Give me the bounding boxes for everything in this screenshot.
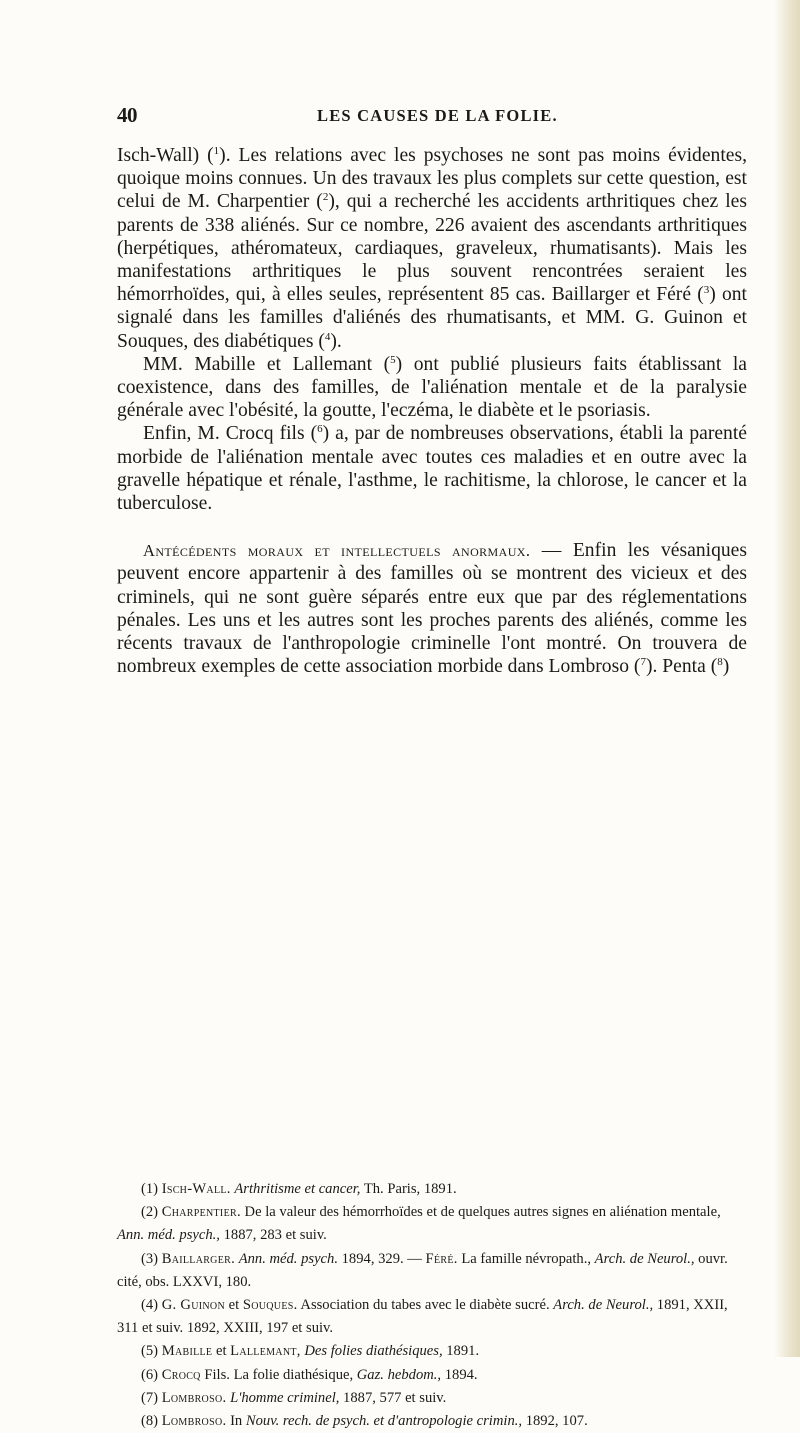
- footnote-text: 1894, 329. —: [337, 1250, 426, 1267]
- footnote-title: Des folies diathésiques,: [304, 1343, 443, 1360]
- footnote-2: [117, 1201, 747, 1247]
- footnote-title: Ann. méd. psych.: [238, 1250, 338, 1267]
- running-title: LES CAUSES DE LA FOLIE.: [317, 106, 558, 125]
- footnote-author: Lombroso.: [161, 1413, 227, 1430]
- footnote-number: (2): [141, 1204, 159, 1221]
- footnote-number: (1): [141, 1181, 159, 1197]
- footnote-author: Souques.: [242, 1297, 298, 1314]
- footnote-6: [117, 1364, 747, 1387]
- paragraph-antecedents: [117, 539, 747, 678]
- footnotes: [117, 1178, 747, 1433]
- footnote-ref[interactable]: 7: [640, 656, 646, 669]
- paragraph-crocq: [117, 422, 747, 515]
- footnote-text: 1891, XXII, 311 et suiv. 1892, XXIII, 197 et suiv.: [117, 1297, 728, 1337]
- text-run: ). Les relations avec les psychoses ne sont pas moins évidentes, quoique moins connues. Un des travaux les plus complets sur cette question, est celui de M. Charpentier (: [117, 145, 747, 213]
- footnote-5: [117, 1340, 747, 1363]
- text-run: ) ont publié plusieurs faits établissant la coexistence, dans des familles, de l'aliénation mentale et de la paralysie générale avec l'obésité, la goutte, l'eczéma, le diabète et le psoriasis.: [117, 353, 748, 422]
- footnote-7: [117, 1387, 747, 1410]
- page-number: 40: [117, 103, 137, 127]
- footnote-number: (6): [141, 1366, 159, 1383]
- footnote-ref[interactable]: 1: [213, 145, 220, 157]
- footnote-text: In: [226, 1413, 246, 1430]
- footnote-number: (3): [141, 1250, 159, 1267]
- footnote-ref[interactable]: 6: [317, 423, 323, 436]
- footnote-title: Arch. de Neurol.,: [594, 1250, 695, 1267]
- footnote-author: Lallemant,: [230, 1343, 301, 1360]
- page-edge-shadow: [774, 0, 800, 1357]
- text-run: MM. Mabille et Lallemant (: [143, 353, 391, 375]
- text-run: ) a, par de nombreuses observations, établi la parenté morbide de l'aliénation mentale avec toutes ces maladies et en outre avec la gravelle hépatique et rénale, l'asthme, le rachitisme, la chlorose, le cancer et la tuberculose.: [117, 423, 747, 515]
- footnote-title: Nouv. rech. de psych. et d'antropologie crimin.,: [245, 1413, 523, 1430]
- footnote-ref[interactable]: 4: [324, 330, 331, 343]
- body-text: [117, 144, 747, 678]
- footnote-text: ouvr. cité, obs. LXXVI, 180.: [117, 1250, 728, 1290]
- footnote-ref[interactable]: 3: [703, 284, 710, 297]
- footnote-title: Ann. méd. psych.,: [117, 1227, 220, 1244]
- text-run: — Enfin les vésaniques peuvent encore appartenir à des familles où se montrent des vicieux et des criminels, qui ne sont guère séparés entre eux que par des réglementations pénales. Les uns et les autres sont les proches parents des aliénés, comme les récents travaux de l'anthropologie criminelle l'ont montré. On trouvera de nombreux exemples de cette association morbide dans Lombroso (: [117, 540, 747, 678]
- text-run: ), qui a recherché les accidents arthritiques chez les parents de 338 aliénés. Sur ce nombre, 226 avaient des ascendants arthritiques (herpétiques, athéromateux, cardiaques, graveleux, rhumatisants). Mais les manifestations arthritiques le plus souvent rencontrées seraient les hémorrhoïdes, qui, à elles seules, représentent 85 cas. Baillarger et Féré (: [117, 191, 747, 306]
- footnote-text: 1891.: [442, 1343, 480, 1360]
- text-run: ): [722, 656, 730, 678]
- footnote-3: [117, 1248, 747, 1294]
- footnote-title: Gaz. hebdom.,: [356, 1366, 442, 1383]
- paragraph-arthritism: [117, 144, 747, 353]
- footnote-author: Mabille: [161, 1343, 213, 1360]
- footnote-4: [117, 1294, 747, 1340]
- footnote-ref[interactable]: 8: [717, 656, 723, 669]
- footnote-author: Lombroso.: [161, 1389, 227, 1406]
- footnote-author: Charpentier.: [161, 1204, 241, 1221]
- footnote-text: 1892, 107.: [522, 1413, 588, 1430]
- footnote-number: (7): [141, 1389, 159, 1406]
- footnote-text: et: [224, 1297, 243, 1314]
- section-heading: Antécédents moraux et intellectuels anormaux.: [143, 541, 531, 561]
- footnote-ref[interactable]: 5: [390, 353, 396, 366]
- footnote-author: Crocq: [161, 1366, 201, 1383]
- footnote-text: 1887, 577 et suiv.: [339, 1389, 447, 1406]
- page-header: [117, 103, 747, 131]
- footnote-text: De la valeur des hémorrhoïdes et de quelques autres signes en aliénation mentale,: [240, 1204, 721, 1221]
- footnote-text: 1894.: [441, 1366, 478, 1383]
- text-run: Enfin, M. Crocq fils (: [143, 423, 318, 445]
- footnote-ref[interactable]: 2: [322, 191, 329, 204]
- text-run: Isch-Wall) (: [117, 145, 214, 166]
- footnote-text: Fils. La folie diathésique,: [200, 1366, 357, 1383]
- text-run: ). Penta (: [645, 656, 718, 678]
- footnote-number: (5): [141, 1343, 159, 1360]
- footnote-8: [117, 1410, 747, 1433]
- footnote-number: (4): [141, 1297, 159, 1314]
- footnote-text: et: [212, 1343, 231, 1360]
- footnote-text: Association du tabes avec le diabète sucré.: [297, 1297, 554, 1314]
- text-run: ) ont signalé dans les familles d'aliénés des rhumatisants, et MM. G. Guinon et Souques, des diabétiques (: [117, 284, 747, 352]
- footnote-author: G. Guinon: [161, 1297, 225, 1314]
- footnote-author: Féré.: [425, 1250, 458, 1267]
- footnote-title: L'homme criminel,: [230, 1389, 340, 1406]
- footnote-author: Baillarger.: [161, 1250, 236, 1267]
- footnote-author: Isch-Wall.: [161, 1181, 231, 1197]
- text-run: ).: [330, 330, 342, 352]
- footnote-text: 1887, 283 et suiv.: [219, 1227, 327, 1244]
- footnote-title: Arch. de Neurol.,: [553, 1297, 654, 1314]
- footnote-title: Arthritisme et cancer,: [234, 1181, 361, 1197]
- footnote-1: [117, 1178, 747, 1201]
- paragraph-mabille: [117, 353, 747, 423]
- footnote-text: Th. Paris, 1891.: [360, 1181, 457, 1197]
- footnote-text: La famille névropath.,: [457, 1250, 595, 1267]
- footnote-number: (8): [141, 1413, 159, 1430]
